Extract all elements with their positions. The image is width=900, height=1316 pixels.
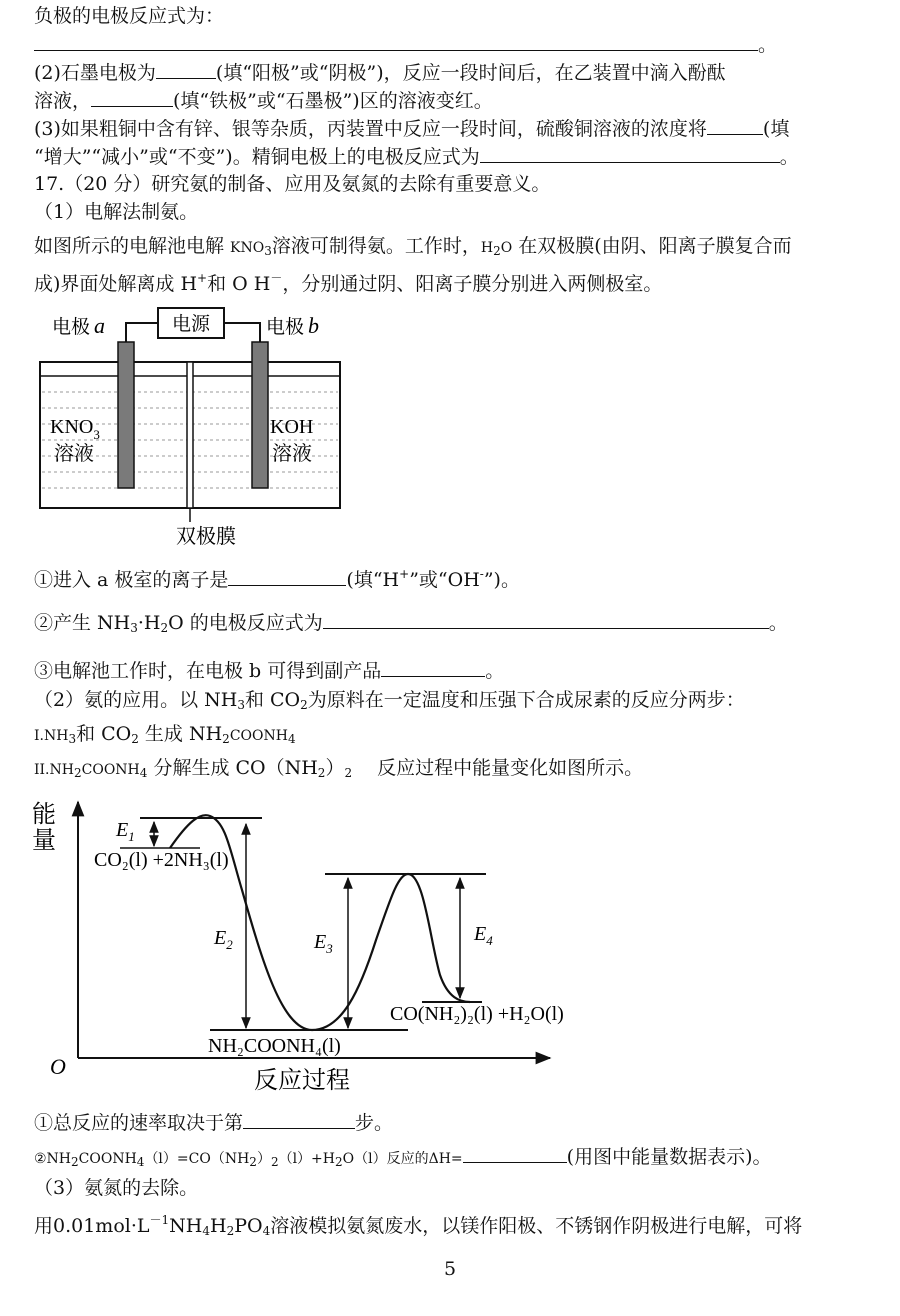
products-label: CO(NH₂)₂(l) +H₂O(l) <box>390 1003 564 1025</box>
left-solution-formula: $KNO_3$ <box>50 416 100 442</box>
text: 生成 NH <box>138 723 223 745</box>
text: 4 <box>287 732 296 746</box>
x-axis-label: 反应过程 <box>254 1068 350 1094</box>
e3-label: $E_3$ <box>314 931 333 956</box>
text: COONH <box>78 1151 137 1167</box>
text: ”)。 <box>483 569 520 591</box>
text: 2 <box>73 766 82 780</box>
text: 和 CO <box>76 723 132 745</box>
text: 3 <box>130 621 138 635</box>
text: 。 <box>758 34 778 56</box>
text: (填“铁极”或“石墨极”)区的溶液变红。 <box>173 90 493 112</box>
text: 2 <box>226 1224 235 1238</box>
text: 和 CO <box>244 689 301 711</box>
text: 反应过程中能量变化如图所示。 <box>352 757 644 779</box>
text: 2 <box>344 766 353 780</box>
text: O 的电极反应式为 <box>168 612 323 634</box>
text: 溶液， <box>34 90 92 112</box>
text: II.NH <box>34 762 74 778</box>
electrode-b <box>252 342 268 488</box>
text-line <box>34 86 870 115</box>
text: 2 <box>71 1155 79 1169</box>
e1-label: $E_1$ <box>116 819 135 844</box>
section-heading <box>34 686 870 719</box>
text: + <box>399 567 410 581</box>
text-line <box>34 656 870 685</box>
text: ，分别通过阴、阳离子膜分别进入两侧极室。 <box>282 273 663 295</box>
text: 。 <box>485 660 505 682</box>
reactants-label: CO₂(l) +2NH₃(l) <box>94 849 229 871</box>
text: 17.（20 分）研究氨的制备、应用及氨氮的去除有重要意义。 <box>34 173 551 195</box>
text: 负极的电极反应式为： <box>34 5 225 27</box>
text: 为原料在一定温度和压强下合成尿素的反应分两步： <box>307 689 745 711</box>
text: 成)界面处解离成 H <box>34 273 198 295</box>
text: （1）电解法制氨。 <box>34 201 199 223</box>
wire-left <box>126 323 158 342</box>
section-heading <box>34 198 870 226</box>
text: ①进入 a 极室的离子是 <box>34 569 229 591</box>
e4-label: $E_4$ <box>474 923 493 948</box>
electrode-a <box>118 342 134 488</box>
text: ·H <box>137 612 161 634</box>
membrane-label: 双极膜 <box>176 526 236 548</box>
text: 如图所示的电解池电解 <box>34 235 231 257</box>
text: (2)石墨电极为 <box>34 62 156 84</box>
text: 3 <box>68 732 77 746</box>
text: NH <box>169 1215 203 1237</box>
text-line <box>34 560 870 594</box>
text: 。 <box>779 146 799 168</box>
text: 用0.01mol·L <box>34 1215 150 1237</box>
text: H <box>209 1215 227 1237</box>
text: (用图中能量数据表示)。 <box>566 1146 772 1168</box>
text: 2 <box>335 1155 343 1169</box>
text-line <box>34 608 870 642</box>
text: “增大”“减小”或“不变”)。精铜电极上的电极反应式为 <box>34 146 480 168</box>
answer-blank[interactable] <box>480 142 780 163</box>
intermediate-label: NH₂COONH₄(l) <box>208 1035 341 1057</box>
text: ②NH <box>34 1151 72 1167</box>
text: 溶液可制得氨。工作时， <box>271 235 481 257</box>
text: ） <box>325 757 345 779</box>
text: + <box>197 271 208 285</box>
section-heading <box>34 1174 870 1202</box>
text: 溶液模拟氨氮废水，以镁作阳极、不锈钢作阴极进行电解，可将 <box>270 1215 803 1237</box>
text-line <box>34 264 870 298</box>
text-line <box>34 754 870 787</box>
text-line <box>34 1206 870 1245</box>
text-line <box>34 142 870 171</box>
text: I.NH <box>34 728 69 744</box>
text: ③电解池工作时，在电极 b 可得到副产品 <box>34 660 382 682</box>
electrode-a-label: 电极 a <box>52 313 106 338</box>
y-axis-label: 能 <box>32 802 56 828</box>
text: （l）=CO（NH <box>144 1151 250 1167</box>
text: COONH <box>81 762 140 778</box>
text: (填 <box>762 118 790 140</box>
text: O（l）反应的ΔH= <box>342 1151 463 1167</box>
text-line <box>34 2 870 30</box>
y-axis-label: 量 <box>32 828 56 854</box>
text: （2）氨的应用。以 NH <box>34 689 238 711</box>
text: O <box>500 240 513 256</box>
text: 在双极膜(由阴、阳离子膜复合而 <box>512 235 792 257</box>
text: －1 <box>149 1213 170 1227</box>
page-number: 5 <box>443 1258 457 1280</box>
question-heading <box>34 170 870 198</box>
text-line <box>34 58 870 87</box>
answer-blank[interactable] <box>228 565 346 586</box>
text: 分解生成 CO（NH <box>147 757 318 779</box>
electrolysis-cell-diagram <box>30 300 360 550</box>
text: （3）氨氮的去除。 <box>34 1177 199 1199</box>
text: KNO <box>230 240 265 256</box>
text: 3 <box>264 244 272 258</box>
answer-blank[interactable] <box>463 1142 567 1163</box>
right-solution-formula: KOH <box>270 416 314 438</box>
text: (3)如果粗铜中含有锌、银等杂质，丙装置中反应一段时间，硫酸铜溶液的浓度将 <box>34 118 707 140</box>
text: (填“阳极”或“阴极”)，反应一段时间后，在乙装置中滴入酚酞 <box>215 62 726 84</box>
power-label: 电源 <box>171 314 211 335</box>
text: ”或“OH <box>409 569 480 591</box>
text: 和 O H <box>207 273 271 295</box>
text: 2 <box>317 766 326 780</box>
electrode-b-label: 电极 b <box>266 313 320 338</box>
left-solution-label: 溶液 <box>54 443 94 465</box>
answer-blank[interactable] <box>34 30 758 51</box>
text: 2 <box>493 244 501 258</box>
wire-right <box>224 323 260 342</box>
answer-blank[interactable] <box>707 114 763 135</box>
text-line <box>34 30 870 59</box>
text: 2 <box>270 1155 279 1169</box>
text: 3 <box>237 698 245 712</box>
text: 2 <box>160 621 169 635</box>
text: 2 <box>222 732 230 746</box>
text-line <box>34 232 870 265</box>
text: 4 <box>262 1224 271 1238</box>
text: ） <box>256 1151 271 1167</box>
text: 2 <box>300 698 308 712</box>
text: 2 <box>249 1155 257 1169</box>
answer-blank[interactable] <box>156 58 216 79</box>
right-solution-label: 溶液 <box>272 443 312 465</box>
origin-label: O <box>50 1054 66 1079</box>
energy-profile-diagram <box>30 790 670 1100</box>
text: 2 <box>131 732 139 746</box>
energy-curve <box>170 815 470 1030</box>
text-line <box>34 1108 870 1137</box>
text: 4 <box>136 1155 145 1169</box>
text: ②产生 NH <box>34 612 131 634</box>
text: PO <box>234 1215 263 1237</box>
text: 。 <box>768 612 788 634</box>
e2-label: $E_2$ <box>214 927 233 952</box>
text: 4 <box>202 1224 210 1238</box>
text-line <box>34 720 870 753</box>
answer-blank[interactable] <box>91 86 173 107</box>
text: - <box>479 567 484 581</box>
text: 4 <box>139 766 148 780</box>
text: H <box>480 240 494 256</box>
text: － <box>270 271 283 285</box>
answer-blank[interactable] <box>323 608 769 629</box>
answer-blank[interactable] <box>381 656 485 677</box>
text: （l）+H <box>278 1151 335 1167</box>
text: (填“H <box>346 569 400 591</box>
text: ①总反应的速率取决于第 <box>34 1112 244 1134</box>
text-line <box>34 114 870 143</box>
answer-blank[interactable] <box>243 1108 355 1129</box>
bipolar-membrane <box>187 362 193 508</box>
text: COONH <box>229 728 288 744</box>
text-line <box>34 1142 870 1176</box>
text: 步。 <box>355 1112 394 1134</box>
